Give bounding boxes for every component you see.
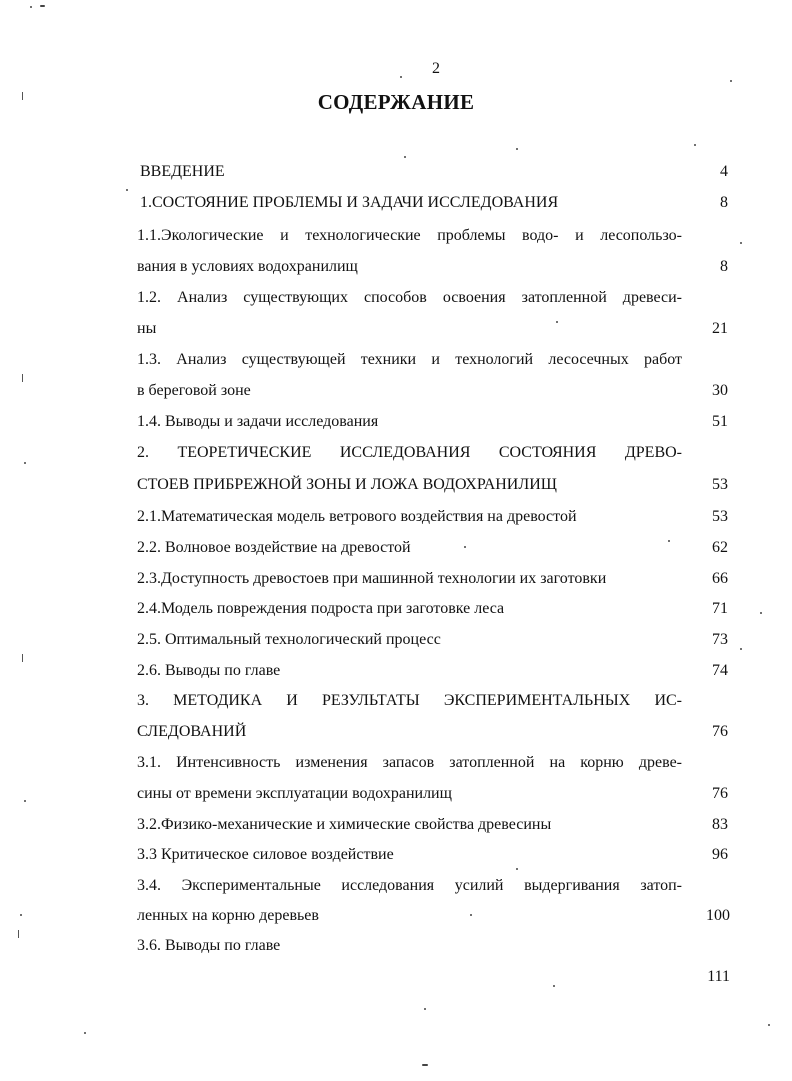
scan-speck — [20, 914, 22, 916]
scan-mark — [22, 374, 23, 382]
toc-line: 2. ТЕОРЕТИЧЕСКИЕ ИССЛЕДОВАНИЯ СОСТОЯНИЯ ДРЕВО- — [137, 444, 682, 461]
toc-line: СЛЕДОВАНИЙ — [137, 723, 247, 740]
scan-speck — [516, 868, 518, 870]
toc-line: ны — [137, 320, 157, 337]
toc-line: 2.4.Модель повреждения подроста при заготовке леса — [137, 600, 505, 617]
toc-page-number: 100 — [706, 907, 730, 924]
toc-page-number: 83 — [712, 816, 728, 833]
toc-line: 3.4. Экспериментальные исследования усилий выдергивания затоп- — [137, 877, 682, 894]
scan-speck — [740, 242, 742, 244]
toc-line: СТОЕВ ПРИБРЕЖНОЙ ЗОНЫ И ЛОЖА ВОДОХРАНИЛИЩ — [137, 476, 557, 493]
scan-speck — [470, 914, 472, 916]
scan-speck — [694, 144, 696, 146]
toc-page-number: 96 — [712, 846, 728, 863]
scan-mark — [22, 654, 23, 662]
scan-speck — [768, 1024, 770, 1026]
toc-page-number: 73 — [712, 631, 728, 648]
scan-speck — [553, 985, 555, 987]
scan-speck — [740, 648, 742, 650]
toc-line: 3.3 Критическое силовое воздействие — [137, 846, 394, 863]
scan-speck — [400, 76, 402, 78]
toc-line: 1.СОСТОЯНИЕ ПРОБЛЕМЫ И ЗАДАЧИ ИССЛЕДОВАНИЯ — [140, 194, 559, 211]
scan-speck — [556, 321, 558, 323]
scan-speck — [730, 80, 732, 82]
toc-line: вания в условиях водохранилищ — [137, 258, 358, 275]
toc-line: сины от времени эксплуатации водохранилищ — [137, 785, 452, 802]
toc-page-number: 8 — [720, 258, 728, 275]
toc-line: в береговой зоне — [137, 382, 251, 399]
scan-speck — [422, 1064, 428, 1066]
toc-line: 2.6. Выводы по главе — [137, 662, 281, 679]
toc-line: 2.2. Волновое воздействие на древостой — [137, 539, 411, 556]
toc-line: 2.1.Математическая модель ветрового воздействия на древостой — [137, 508, 577, 525]
toc-line: 1.1.Экологические и технологические проблемы водо- и лесопользо- — [137, 227, 682, 244]
toc-page-number: 53 — [712, 476, 728, 493]
toc-line: 3.1. Интенсивность изменения запасов затопленной на корню древе- — [137, 754, 682, 771]
scan-speck — [404, 156, 406, 158]
toc-line: 1.3. Анализ существующей техники и технологий лесосечных работ — [137, 351, 682, 368]
toc-line: ленных на корню деревьев — [137, 907, 319, 924]
toc-page-number: 111 — [707, 968, 730, 985]
toc-page-number: 51 — [712, 413, 728, 430]
toc-line: 3. МЕТОДИКА И РЕЗУЛЬТАТЫ ЭКСПЕРИМЕНТАЛЬНЫХ ИС- — [137, 692, 682, 709]
page-title: СОДЕРЖАНИЕ — [317, 90, 475, 114]
scan-speck — [24, 462, 26, 464]
scan-speck — [24, 800, 26, 802]
scan-speck — [84, 1032, 86, 1034]
toc-line: 2.3.Доступность древостоев при машинной технологии их заготовки — [137, 570, 607, 587]
scan-mark — [18, 930, 19, 938]
scan-speck — [668, 540, 670, 542]
toc-page-number: 76 — [712, 723, 728, 740]
toc-line: ВВЕДЕНИЕ — [140, 163, 225, 180]
page-number: 2 — [432, 60, 440, 77]
toc-page-number: 62 — [712, 539, 728, 556]
toc-page-number: 21 — [712, 320, 728, 337]
toc-page-number: 4 — [720, 163, 728, 180]
scan-speck — [40, 5, 45, 7]
toc-page-number: 66 — [712, 570, 728, 587]
scan-speck — [464, 546, 466, 548]
scan-speck — [30, 6, 32, 8]
scan-speck — [760, 612, 762, 614]
toc-line: 1.4. Выводы и задачи исследования — [137, 413, 379, 430]
scan-speck — [516, 148, 518, 150]
scan-speck — [126, 189, 128, 191]
toc-line: 2.5. Оптимальный технологический процесс — [137, 631, 441, 648]
scan-speck — [424, 1008, 426, 1010]
toc-page-number: 53 — [712, 508, 728, 525]
scan-mark — [22, 92, 23, 100]
toc-page-number: 8 — [720, 194, 728, 211]
toc-page-number: 76 — [712, 785, 728, 802]
toc-line: 3.2.Физико-механические и химические свойства древесины — [137, 816, 552, 833]
toc-line: 3.6. Выводы по главе — [137, 937, 281, 954]
toc-page-number: 74 — [712, 662, 728, 679]
toc-page-number: 30 — [712, 382, 728, 399]
toc-page-number: 71 — [712, 600, 728, 617]
toc-line: 1.2. Анализ существующих способов освоения затопленной древеси- — [137, 289, 682, 306]
